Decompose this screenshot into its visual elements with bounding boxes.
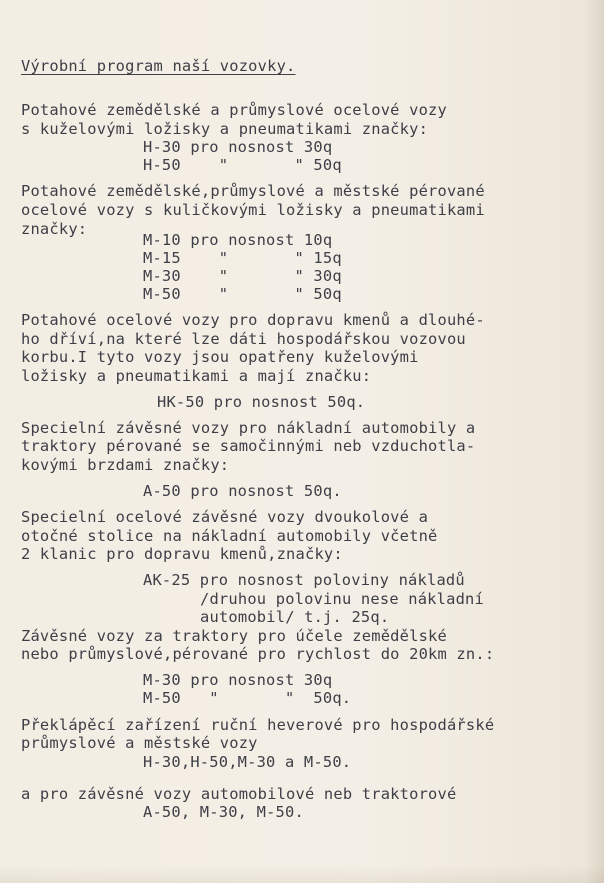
text-line: Potahové ocelové vozy pro dopravu kmenů a dlouhé- — [21, 311, 485, 329]
text-line: ocelové vozy s kuličkovými ložisky a pneumatikami — [21, 201, 485, 219]
text-line: H-30 pro nosnost 30q — [143, 138, 333, 156]
text-line: nebo průmyslové,pérované pro rychlost do 20km zn.: — [21, 645, 495, 663]
paper-edge-shadow — [584, 0, 604, 883]
text-line: ho dříví,na které lze dáti hospodářskou vozovou — [21, 330, 466, 348]
text-line: M-50 " " 50q — [143, 285, 342, 303]
text-line: průmyslové a městské vozy — [21, 734, 258, 752]
text-line: a pro závěsné vozy automobilové neb traktorové — [21, 785, 457, 803]
text-line: /druhou polovinu nese nákladní — [200, 590, 484, 608]
text-line: s kuželovými ložisky a pneumatikami značky: — [21, 120, 429, 138]
text-line: H-30,H-50,M-30 a M-50. — [143, 753, 352, 771]
text-line: H-50 " " 50q — [143, 156, 342, 174]
text-line: M-10 pro nosnost 10q — [143, 231, 333, 249]
text-line: AK-25 pro nosnost poloviny nákladů — [143, 571, 465, 589]
text-line: traktory pérované se samočinnými neb vzduchotla- — [21, 437, 476, 455]
text-line: HK-50 pro nosnost 50q. — [157, 393, 366, 411]
text-line: Specielní závěsné vozy pro nákladní automobily a — [21, 419, 476, 437]
text-line: M-30 pro nosnost 30q — [143, 671, 333, 689]
text-line: otočné stolice na nákladní automobily včetně — [21, 527, 438, 545]
document-title: Výrobní program naší vozovky. — [21, 57, 296, 75]
text-line: ložisky a pneumatikami a mají značku: — [21, 367, 372, 385]
text-line: automobil/ t.j. 25q. — [200, 608, 390, 626]
text-line: Závěsné vozy za traktory pro účele zemědělské — [21, 627, 447, 645]
text-line: korbu.I tyto vozy jsou opatřeny kuželovými — [21, 348, 419, 366]
text-line: M-15 " " 15q — [143, 249, 342, 267]
text-line: Potahové zemědělské a průmyslové ocelové vozy — [21, 101, 447, 119]
text-line: značky: — [21, 220, 88, 238]
text-line: A-50 pro nosnost 50q. — [143, 482, 342, 500]
text-line: Překlápěcí zařízení ruční heverové pro hospodářské — [21, 716, 495, 734]
paper-bottom-shadow — [0, 865, 604, 883]
text-line: kovými brzdami značky: — [21, 456, 230, 474]
text-line: A-50, M-30, M-50. — [143, 803, 304, 821]
text-line: Potahové zemědělské,průmyslové a městské pérované — [21, 182, 485, 200]
text-line: M-30 " " 30q — [143, 267, 342, 285]
text-line: 2 klanic pro dopravu kmenů,značky: — [21, 545, 343, 563]
text-line: M-50 " " 50q. — [143, 689, 352, 707]
text-line: Specielní ocelové závěsné vozy dvoukolové a — [21, 508, 429, 526]
